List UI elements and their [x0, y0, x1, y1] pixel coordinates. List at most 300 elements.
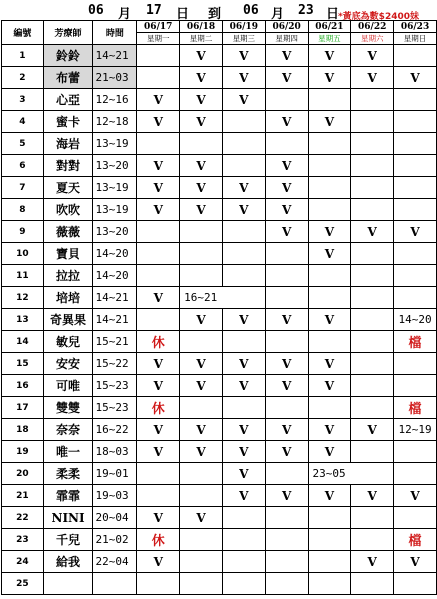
schedule-cell [308, 89, 351, 111]
title-month-to: 06 [243, 3, 259, 18]
title-month-label-2: 月 [271, 7, 285, 22]
schedule-cell [265, 243, 308, 265]
schedule-cell: V [265, 353, 308, 375]
therapist-name: 對對 [43, 155, 93, 177]
row-number: 14 [2, 331, 44, 353]
header-weekday: 星期四 [265, 33, 308, 45]
schedule-cell [180, 463, 223, 485]
therapist-name: 寶貝 [43, 243, 93, 265]
schedule-cell: V [308, 353, 351, 375]
schedule-cell: V [137, 551, 180, 573]
schedule-cell [265, 507, 308, 529]
table-row [2, 331, 437, 353]
header-num: 編號 [2, 21, 44, 45]
therapist-name: 雙雙 [43, 397, 93, 419]
schedule-cell [265, 265, 308, 287]
schedule-cell: V [180, 507, 223, 529]
schedule-cell [180, 529, 223, 551]
table-row [2, 375, 437, 397]
shift-time: 13~19 [93, 199, 137, 221]
schedule-cell [222, 133, 265, 155]
row-number: 3 [2, 89, 44, 111]
shift-time: 14~20 [93, 243, 137, 265]
schedule-cell [394, 353, 437, 375]
schedule-cell: V [308, 111, 351, 133]
schedule-cell [351, 133, 394, 155]
schedule-cell: V [351, 221, 394, 243]
schedule-cell [351, 89, 394, 111]
schedule-cell [265, 551, 308, 573]
schedule-cell: V [180, 45, 223, 67]
schedule-cell [394, 177, 437, 199]
schedule-cell: V [180, 67, 223, 89]
schedule-cell [351, 331, 394, 353]
therapist-name: 唯一 [43, 441, 93, 463]
schedule-cell: V [180, 375, 223, 397]
shift-time: 15~23 [93, 375, 137, 397]
schedule-cell [265, 529, 308, 551]
shift-time: 12~16 [93, 89, 137, 111]
therapist-name: 夏天 [43, 177, 93, 199]
schedule-cell [265, 287, 308, 309]
shift-time: 14~21 [93, 287, 137, 309]
therapist-name: 心亞 [43, 89, 93, 111]
schedule-cell [265, 463, 308, 485]
schedule-cell: V [394, 485, 437, 507]
schedule-cell [394, 287, 437, 309]
schedule-cell: V [222, 463, 265, 485]
therapist-name: 薇薇 [43, 221, 93, 243]
table-row [2, 309, 437, 331]
schedule-cell: V [180, 111, 223, 133]
therapist-name: 拉拉 [43, 265, 93, 287]
schedule-cell [180, 397, 223, 419]
schedule-cell: V [265, 419, 308, 441]
schedule-cell [222, 111, 265, 133]
schedule-cell: V [265, 221, 308, 243]
schedule-cell [351, 375, 394, 397]
row-number: 8 [2, 199, 44, 221]
therapist-name: 鈴鈴 [43, 45, 93, 67]
schedule-cell: V [351, 419, 394, 441]
therapist-name: 給我 [43, 551, 93, 573]
schedule-cell [394, 265, 437, 287]
row-number: 7 [2, 177, 44, 199]
schedule-cell [222, 551, 265, 573]
title-day-to: 23 [298, 3, 314, 18]
schedule-cell: V [137, 155, 180, 177]
header-weekday: 星期三 [222, 33, 265, 45]
row-number: 19 [2, 441, 44, 463]
table-row [2, 353, 437, 375]
header-weekday: 星期六 [351, 33, 394, 45]
schedule-cell [394, 441, 437, 463]
schedule-cell [394, 463, 437, 485]
shift-time: 15~21 [93, 331, 137, 353]
schedule-cell: V [265, 45, 308, 67]
schedule-cell: V [265, 155, 308, 177]
schedule-cell [351, 309, 394, 331]
header-weekday: 星期日 [394, 33, 437, 45]
schedule-cell: V [222, 177, 265, 199]
schedule-cell: V [265, 485, 308, 507]
table-row [2, 441, 437, 463]
schedule-cell [308, 397, 351, 419]
title-to: 到 [208, 7, 222, 22]
therapist-name: 柔柔 [43, 463, 93, 485]
schedule-cell [137, 45, 180, 67]
header-time: 時間 [93, 21, 137, 45]
therapist-name: 海岩 [43, 133, 93, 155]
schedule-cell: V [137, 89, 180, 111]
schedule-cell [351, 177, 394, 199]
schedule-cell: 檔 [394, 331, 437, 353]
schedule-cell: 23~05 [308, 463, 394, 485]
schedule-cell: V [394, 551, 437, 573]
schedule-cell: V [394, 221, 437, 243]
schedule-cell: V [222, 485, 265, 507]
title-day-label: 日 [176, 7, 190, 22]
schedule-cell [180, 331, 223, 353]
header-row [2, 21, 437, 33]
schedule-cell [265, 331, 308, 353]
schedule-cell [137, 243, 180, 265]
shift-time: 14~21 [93, 45, 137, 67]
row-number: 23 [2, 529, 44, 551]
schedule-cell: V [137, 419, 180, 441]
row-number: 15 [2, 353, 44, 375]
schedule-cell: V [265, 199, 308, 221]
schedule-cell [308, 507, 351, 529]
schedule-cell [222, 243, 265, 265]
schedule-cell [394, 243, 437, 265]
schedule-cell: V [137, 441, 180, 463]
schedule-cell: V [137, 177, 180, 199]
schedule-cell: V [222, 309, 265, 331]
schedule-cell [394, 89, 437, 111]
schedule-cell: V [222, 353, 265, 375]
therapist-name: 布蕾 [43, 67, 93, 89]
table-row [2, 155, 437, 177]
row-number: 18 [2, 419, 44, 441]
title-month-label: 月 [118, 7, 132, 22]
schedule-cell [394, 573, 437, 595]
schedule-cell [308, 133, 351, 155]
schedule-cell: V [351, 551, 394, 573]
schedule-cell [394, 45, 437, 67]
schedule-cell: 檔 [394, 529, 437, 551]
shift-time: 15~23 [93, 397, 137, 419]
schedule-cell: V [137, 375, 180, 397]
schedule-cell [394, 375, 437, 397]
schedule-cell: 休 [137, 529, 180, 551]
schedule-cell [351, 243, 394, 265]
schedule-cell: V [308, 221, 351, 243]
schedule-cell [351, 287, 394, 309]
schedule-cell [308, 177, 351, 199]
shift-time: 18~03 [93, 441, 137, 463]
header-name: 芳療師 [43, 21, 93, 45]
therapist-name: 安安 [43, 353, 93, 375]
schedule-cell [265, 397, 308, 419]
schedule-cell [394, 507, 437, 529]
schedule-cell [351, 199, 394, 221]
schedule-cell [265, 573, 308, 595]
schedule-cell: V [308, 441, 351, 463]
schedule-cell [180, 243, 223, 265]
therapist-name: 吹吹 [43, 199, 93, 221]
row-number: 17 [2, 397, 44, 419]
schedule-cell [222, 155, 265, 177]
schedule-cell: 檔 [394, 397, 437, 419]
schedule-cell: V [351, 485, 394, 507]
schedule-cell [137, 265, 180, 287]
schedule-cell [222, 221, 265, 243]
schedule-cell: V [222, 419, 265, 441]
therapist-name: 奇異果 [43, 309, 93, 331]
shift-time: 13~19 [93, 133, 137, 155]
table-row [2, 397, 437, 419]
schedule-cell [137, 221, 180, 243]
schedule-cell [351, 265, 394, 287]
schedule-cell [180, 265, 223, 287]
table-row [2, 111, 437, 133]
schedule-cell [351, 529, 394, 551]
therapist-name: 可唯 [43, 375, 93, 397]
schedule-cell [222, 331, 265, 353]
row-number: 21 [2, 485, 44, 507]
row-number: 1 [2, 45, 44, 67]
table-row [2, 529, 437, 551]
schedule-cell [308, 265, 351, 287]
table-row [2, 89, 437, 111]
schedule-cell: V [265, 309, 308, 331]
schedule-cell: V [351, 67, 394, 89]
schedule-cell: V [308, 375, 351, 397]
schedule-cell [137, 309, 180, 331]
header-date: 06/19 [222, 21, 265, 33]
schedule-cell: V [308, 485, 351, 507]
schedule-cell [394, 199, 437, 221]
shift-time: 21~03 [93, 67, 137, 89]
row-number: 25 [2, 573, 44, 595]
schedule-cell [351, 573, 394, 595]
therapist-name: 奈奈 [43, 419, 93, 441]
header-date: 06/22 [351, 21, 394, 33]
therapist-name: 培培 [43, 287, 93, 309]
shift-time: 12~18 [93, 111, 137, 133]
schedule-cell: V [265, 375, 308, 397]
table-row [2, 199, 437, 221]
schedule-cell: 16~21 [180, 287, 266, 309]
schedule-cell: V [137, 507, 180, 529]
schedule-cell: V [222, 89, 265, 111]
row-number: 11 [2, 265, 44, 287]
header-weekday: 星期五 [308, 33, 351, 45]
shift-time: 13~19 [93, 177, 137, 199]
schedule-cell: V [308, 67, 351, 89]
therapist-name [43, 573, 93, 595]
schedule-cell: V [265, 111, 308, 133]
therapist-name: 霏霏 [43, 485, 93, 507]
schedule-cell: V [308, 309, 351, 331]
header-date: 06/23 [394, 21, 437, 33]
header-date: 06/21 [308, 21, 351, 33]
row-number: 2 [2, 67, 44, 89]
schedule-cell [180, 133, 223, 155]
table-row [2, 485, 437, 507]
shift-time: 21~02 [93, 529, 137, 551]
shift-time: 22~04 [93, 551, 137, 573]
schedule-cell: V [137, 199, 180, 221]
schedule-cell [351, 441, 394, 463]
shift-time: 15~22 [93, 353, 137, 375]
schedule-cell: V [222, 45, 265, 67]
schedule-cell [137, 67, 180, 89]
schedule-cell: V [222, 375, 265, 397]
title-day-from: 17 [146, 3, 162, 18]
schedule-cell [394, 155, 437, 177]
header-date: 06/20 [265, 21, 308, 33]
row-number: 16 [2, 375, 44, 397]
schedule-cell: V [308, 243, 351, 265]
schedule-table [1, 20, 437, 595]
schedule-cell [137, 133, 180, 155]
schedule-cell [180, 573, 223, 595]
schedule-cell [351, 353, 394, 375]
schedule-cell: V [308, 45, 351, 67]
table-row [2, 177, 437, 199]
schedule-cell [137, 573, 180, 595]
schedule-cell: V [137, 287, 180, 309]
schedule-cell [351, 111, 394, 133]
schedule-cell: V [180, 353, 223, 375]
header-weekday: 星期一 [137, 33, 180, 45]
schedule-cell: V [308, 419, 351, 441]
row-number: 5 [2, 133, 44, 155]
price-note: *黃底為數$2400妹 [337, 12, 419, 22]
row-number: 13 [2, 309, 44, 331]
shift-time [93, 573, 137, 595]
title-day-label-2: 日 [326, 7, 340, 22]
row-number: 22 [2, 507, 44, 529]
shift-time: 13~20 [93, 155, 137, 177]
schedule-cell [351, 155, 394, 177]
schedule-title [0, 0, 437, 22]
schedule-cell: V [222, 441, 265, 463]
table-row [2, 133, 437, 155]
schedule-cell [265, 133, 308, 155]
schedule-cell: V [137, 353, 180, 375]
schedule-cell [394, 111, 437, 133]
schedule-cell: V [394, 67, 437, 89]
therapist-name: 敏兒 [43, 331, 93, 353]
schedule-cell: V [180, 89, 223, 111]
therapist-name: 蜜卡 [43, 111, 93, 133]
schedule-cell [308, 331, 351, 353]
table-row [2, 67, 437, 89]
row-number: 4 [2, 111, 44, 133]
row-number: 12 [2, 287, 44, 309]
schedule-cell: V [180, 177, 223, 199]
therapist-name: NINI [43, 507, 93, 529]
row-number: 10 [2, 243, 44, 265]
schedule-cell [137, 485, 180, 507]
schedule-cell [308, 287, 351, 309]
row-number: 20 [2, 463, 44, 485]
schedule-cell: V [265, 177, 308, 199]
schedule-cell: V [180, 441, 223, 463]
schedule-cell: V [351, 45, 394, 67]
shift-time: 19~01 [93, 463, 137, 485]
schedule-cell: 12~19 [394, 419, 437, 441]
schedule-cell [308, 529, 351, 551]
schedule-cell [180, 551, 223, 573]
header-date: 06/18 [180, 21, 223, 33]
schedule-cell [180, 221, 223, 243]
schedule-cell [308, 199, 351, 221]
table-row [2, 573, 437, 595]
shift-time: 14~20 [93, 265, 137, 287]
header-weekday: 星期二 [180, 33, 223, 45]
table-row [2, 221, 437, 243]
schedule-cell: V [180, 419, 223, 441]
schedule-cell [222, 265, 265, 287]
header-date: 06/17 [137, 21, 180, 33]
schedule-cell: 14~20 [394, 309, 437, 331]
shift-time: 16~22 [93, 419, 137, 441]
schedule-cell [222, 573, 265, 595]
shift-time: 14~21 [93, 309, 137, 331]
table-row [2, 287, 437, 309]
schedule-cell: V [137, 111, 180, 133]
row-number: 24 [2, 551, 44, 573]
schedule-cell [308, 551, 351, 573]
row-number: 9 [2, 221, 44, 243]
therapist-name: 千兒 [43, 529, 93, 551]
schedule-cell: V [265, 67, 308, 89]
schedule-cell [222, 397, 265, 419]
shift-time: 20~04 [93, 507, 137, 529]
table-row [2, 551, 437, 573]
title-month-from: 06 [88, 3, 104, 18]
schedule-cell: V [180, 155, 223, 177]
schedule-cell [351, 507, 394, 529]
schedule-cell [265, 89, 308, 111]
table-row [2, 243, 437, 265]
schedule-cell [222, 529, 265, 551]
row-number: 6 [2, 155, 44, 177]
schedule-cell [180, 485, 223, 507]
table-row [2, 45, 437, 67]
schedule-cell: V [222, 67, 265, 89]
schedule-cell [137, 463, 180, 485]
schedule-cell: V [265, 441, 308, 463]
shift-time: 19~03 [93, 485, 137, 507]
schedule-cell: 休 [137, 331, 180, 353]
schedule-cell: V [222, 199, 265, 221]
schedule-cell: V [180, 309, 223, 331]
table-row [2, 507, 437, 529]
schedule-cell [351, 397, 394, 419]
table-row [2, 265, 437, 287]
table-row [2, 463, 437, 485]
schedule-cell [222, 507, 265, 529]
table-row [2, 419, 437, 441]
shift-time: 13~20 [93, 221, 137, 243]
schedule-cell: 休 [137, 397, 180, 419]
schedule-cell: V [180, 199, 223, 221]
